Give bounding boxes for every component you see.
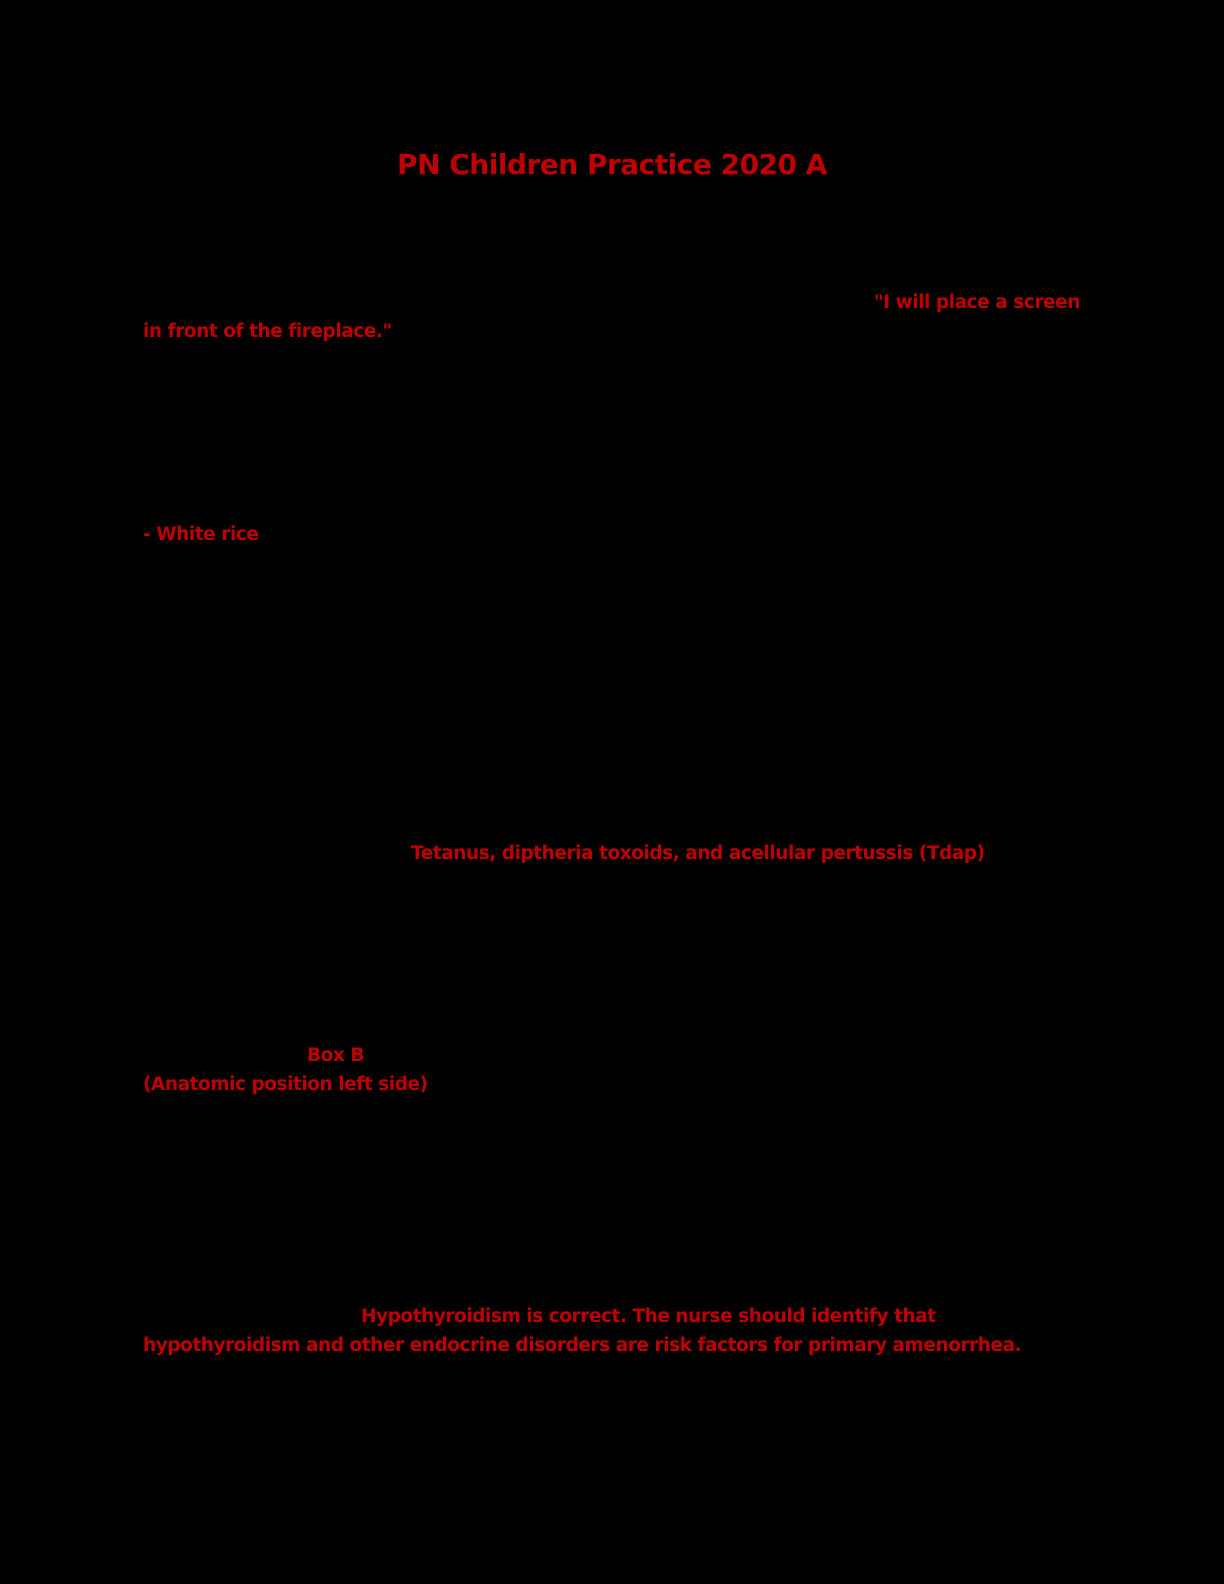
answer-2-line-1: - White rice [143,524,259,545]
answer-5-line-2: hypothyroidism and other endocrine disorders are risk factors for primary amenorrhea. [143,1335,1022,1356]
answer-1-line-2: in front of the fireplace." [143,321,392,342]
page-title: PN Children Practice 2020 A [397,148,827,181]
answer-1-line-1: "I will place a screen [874,292,1080,313]
answer-5-line-1: Hypothyroidism is correct. The nurse should identify that [361,1306,936,1327]
answer-4-line-1: Box B [307,1045,365,1066]
answer-3-line-1: Tetanus, diptheria toxoids, and acellular pertussis (Tdap) [411,843,985,864]
answer-4-line-2: (Anatomic position left side) [143,1074,428,1095]
